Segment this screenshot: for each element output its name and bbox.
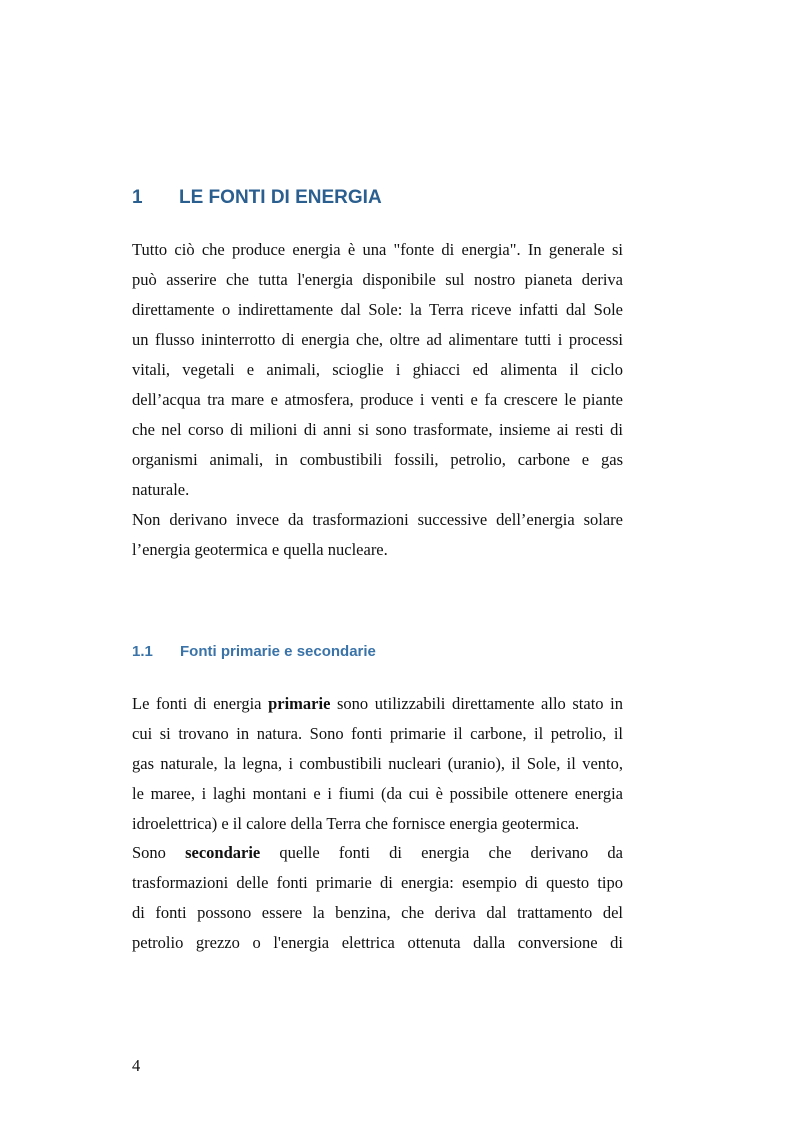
paragraph-line: naturale. [132, 480, 190, 499]
paragraph-line: un flusso ininterrotto di energia che, oltre ad alimentare tutti i processi [132, 330, 623, 349]
paragraph-line: di fonti possono essere la benzina, che deriva dal trattamento del [132, 903, 623, 922]
paragraph-line: dell’acqua tra mare e atmosfera, produce i venti e fa crescere le piante [132, 390, 623, 409]
paragraph-line: idroelettrica) e il calore della Terra che fornisce energia geotermica. [132, 814, 580, 833]
paragraph-geothermal [132, 505, 623, 565]
subsection-title: Fonti primarie e secondarie [180, 643, 376, 660]
page-number: 4 [132, 1056, 141, 1075]
section-title: LE FONTI DI ENERGIA [179, 187, 382, 208]
paragraph-line: vitali, vegetali e animali, scioglie i ghiacci ed alimenta il ciclo [132, 360, 623, 379]
paragraph-line: Non derivano invece da trasformazioni successive dell’energia solare [132, 510, 623, 529]
paragraph-line [132, 689, 623, 719]
paragraph-line [132, 838, 623, 868]
subsection-number: 1.1 [132, 643, 153, 660]
paragraph-intro [132, 235, 623, 505]
subsection-heading [132, 641, 376, 663]
paragraph-line: l’energia geotermica e quella nucleare. [132, 540, 388, 559]
bold-term-primarie: primarie [268, 694, 331, 713]
paragraph-line: gas naturale, la legna, i combustibili nucleari (uranio), il Sole, il vento, [132, 754, 623, 773]
section-number: 1 [132, 187, 143, 208]
paragraph-line: trasformazioni delle fonti primarie di energia: esempio di questo tipo [132, 873, 623, 892]
paragraph-line: organismi animali, in combustibili fossili, petrolio, carbone e gas [132, 450, 623, 469]
paragraph-primary-sources [132, 689, 623, 839]
text-run: Le fonti di energia [132, 694, 269, 713]
paragraph-line: le maree, i laghi montani e i fiumi (da cui è possibile ottenere energia [132, 784, 623, 803]
paragraph-line: petrolio grezzo o l'energia elettrica ottenuta dalla conversione di [132, 933, 623, 952]
paragraph-secondary-sources [132, 838, 623, 958]
paragraph-line: può asserire che tutta l'energia disponibile sul nostro pianeta deriva [132, 270, 623, 289]
section-heading [132, 184, 382, 212]
bold-term-secondarie: secondarie [185, 843, 261, 862]
text-run: quelle fonti di energia che derivano da [260, 843, 623, 862]
paragraph-line: che nel corso di milioni di anni si sono trasformate, insieme ai resti di [132, 420, 623, 439]
paragraph-line: direttamente o indirettamente dal Sole: la Terra riceve infatti dal Sole [132, 300, 623, 319]
text-run: Sono [132, 843, 186, 862]
paragraph-line: cui si trovano in natura. Sono fonti primarie il carbone, il petrolio, il [132, 724, 623, 743]
paragraph-line: Tutto ciò che produce energia è una "fonte di energia". In generale si [132, 240, 623, 259]
text-run: sono utilizzabili direttamente allo stato in [330, 694, 623, 713]
